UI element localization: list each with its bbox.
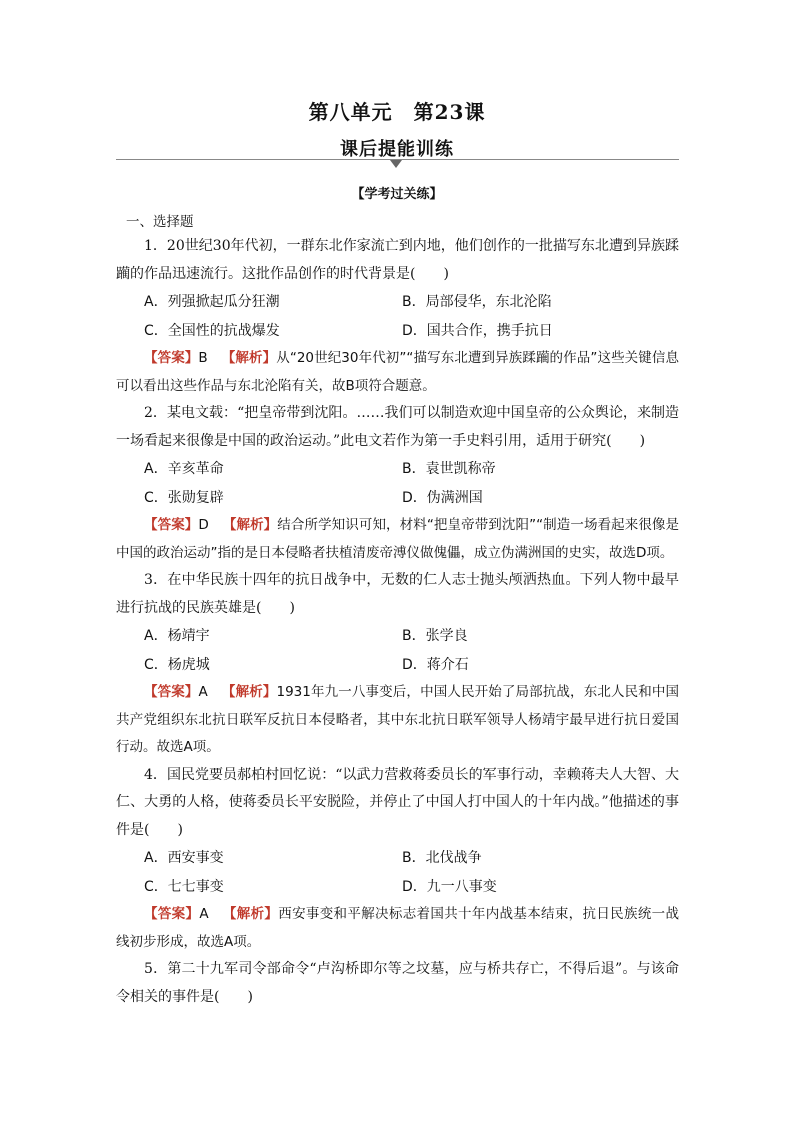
answer-value: D [198,517,209,533]
option-b: B．张学良 [402,628,468,644]
answer-label: 【答案】 [144,906,200,922]
option-c: C．全国性的抗战爆发 [144,322,280,339]
question-1 [116,233,679,400]
answer-block [116,512,679,567]
option-c: C．七七事变 [144,878,224,895]
page-subtitle: 课后提能训练 [340,139,454,160]
option-d: D．蒋介石 [402,656,469,673]
question-stem: 2．某电文载：“把皇帝带到沈阳。……我们可以制造欢迎中国皇帝的公众舆论，来制造一场看起来很像是中国的政治运动。”此电文若作为第一手史料引用，适用于研究( ) [116,405,679,449]
option-list [116,455,679,512]
analysis-label: 【解析】 [221,684,277,700]
analysis-text: 1931年九一八事变后，中国人民开始了局部抗战，东北人民和中国共产党组织东北抗日联军反抗日本侵略者，其中东北抗日联军领导人杨靖宇最早进行抗日爱国行动。故选A项。 [116,684,680,755]
option-c: C．杨虎城 [144,656,210,673]
section-header: 【学考过关练】 [351,187,443,202]
answer-block [116,679,679,762]
answer-block [116,901,679,956]
analysis-text: 结合所学知识可知，材料“把皇帝带到沈阳”“制造一场看起来很像是中国的政治运动”指的是日本侵略者扶植清废帝溥仪做傀儡，成立伪满洲国的史实，故选D项。 [116,517,680,561]
question-stem: 5．第二十九军司令部命令“卢沟桥即尔等之坟墓，应与桥共存亡，不得后退”。与该命令相关的事件是( ) [116,961,679,1005]
divider-arrow-icon [390,160,402,168]
answer-block [116,345,679,400]
question-list [116,233,679,1011]
question-stem: 4．国民党要员郝柏村回忆说：“以武力营救蒋委员长的军事行动，幸赖蒋夫人大智、大仁、大勇的人格，使蒋委员长平安脱险，并停止了中国人打中国人的十年内战。”他描述的事件是( ) [116,766,679,838]
option-c: C．张勋复辟 [144,489,224,506]
part-label: 一、选择题 [126,214,194,230]
question-2 [116,400,679,567]
option-b: B．北伐战争 [402,850,482,866]
option-a: A．列强掀起瓜分狂潮 [144,294,280,310]
analysis-text: 从“20世纪30年代初”“描写东北遭到异族蹂躏的作品”这些关键信息可以看出这些作品与东北沦陷有关，故B项符合题意。 [116,350,679,394]
answer-label: 【答案】 [144,684,199,700]
analysis-label: 【解析】 [222,906,279,922]
option-list [116,288,679,345]
option-a: A．杨靖宇 [144,628,210,644]
question-4 [116,762,679,957]
analysis-label: 【解析】 [222,517,278,533]
question-3 [116,567,679,762]
answer-value: B [198,350,208,366]
question-stem: 3．在中华民族十四年的抗日战争中，无数的仁人志士抛头颅洒热血。下列人物中最早进行抗战的民族英雄是( ) [116,572,679,616]
option-d: D．国共合作，携手抗日 [402,322,553,339]
analysis-text: 西安事变和平解决标志着国共十年内战基本结束，抗日民族统一战线初步形成，故选A项。 [116,906,680,950]
answer-value: A [199,906,209,922]
option-b: B．袁世凯称帝 [402,461,496,477]
analysis-label: 【解析】 [221,350,277,366]
option-d: D．九一八事变 [402,878,497,895]
option-b: B．局部侵华，东北沦陷 [402,294,552,310]
option-list [116,622,679,679]
answer-label: 【答案】 [144,517,199,533]
answer-value: A [198,684,208,700]
page-title: 第八单元 第23课 [308,100,486,124]
option-d: D．伪满洲国 [402,489,483,506]
question-5 [116,956,679,1011]
option-a: A．辛亥革命 [144,461,224,477]
answer-label: 【答案】 [144,350,199,366]
option-a: A．西安事变 [144,850,224,866]
question-stem: 1．20世纪30年代初，一群东北作家流亡到内地，他们创作的一批描写东北遭到异族蹂躏的作品迅速流行。这批作品创作的时代背景是( ) [116,238,679,282]
option-list [116,844,679,901]
